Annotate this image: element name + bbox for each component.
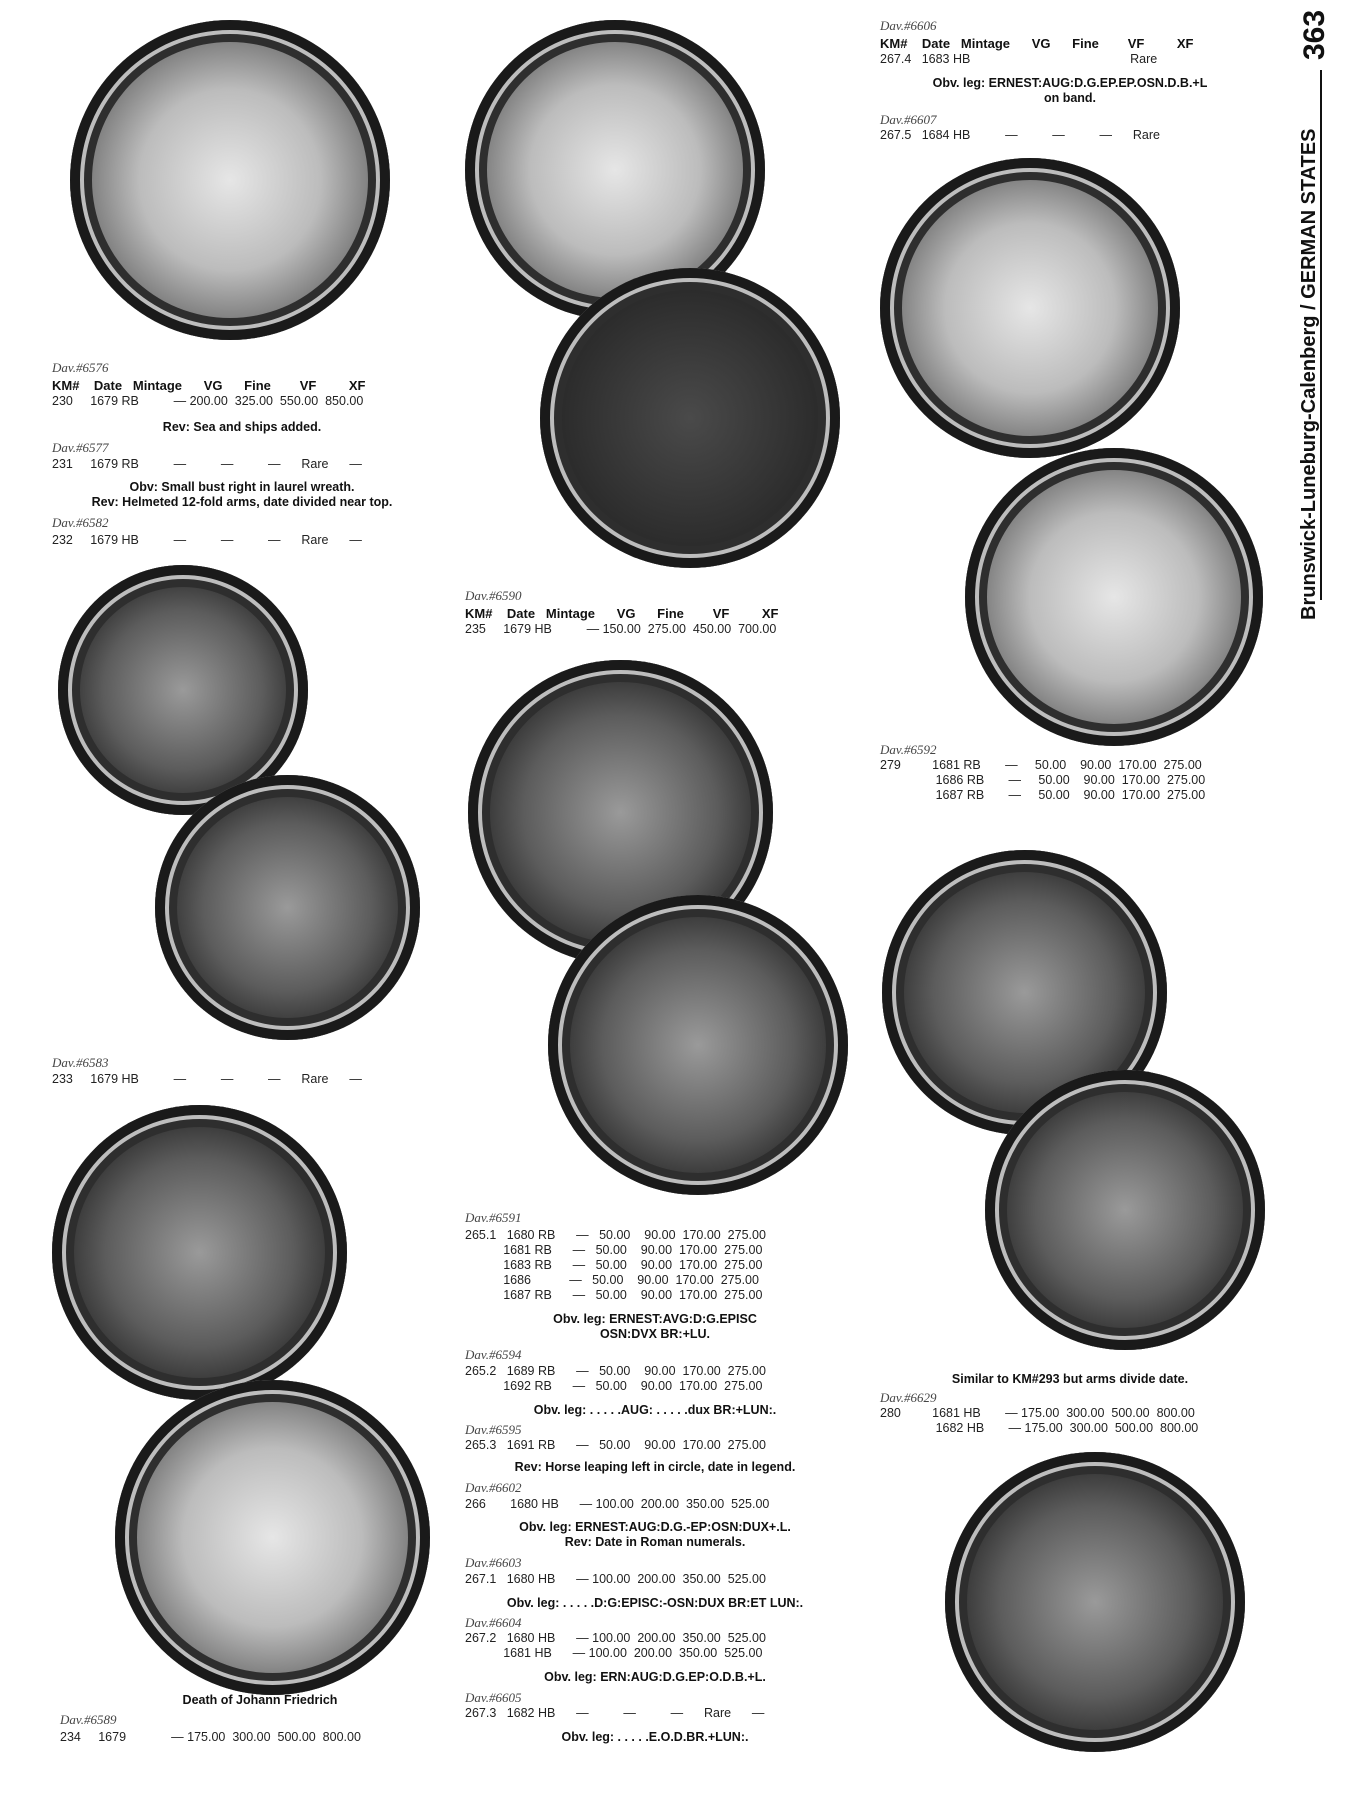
table-row-265-1-e: 1687 RB — 50.00 90.00 170.00 275.00 <box>465 1288 763 1302</box>
table-header: KM# Date Mintage VG Fine VF XF <box>52 378 366 393</box>
dav-6591: Dav.#6591 <box>465 1210 522 1225</box>
dav-6606: Dav.#6606 <box>880 18 937 33</box>
table-row-279-a: 279 1681 RB — 50.00 90.00 170.00 275.00 <box>880 758 1202 772</box>
dav-6595: Dav.#6595 <box>465 1422 522 1437</box>
note-265-1-a: Obv. leg: ERNEST:AVG:D:G.EPISC <box>553 1312 757 1326</box>
dav-6577: Dav.#6577 <box>52 440 109 455</box>
note-230: Rev: Sea and ships added. <box>162 420 322 434</box>
table-row-267-2-b: 1681 HB — 100.00 200.00 350.00 525.00 <box>465 1646 763 1660</box>
coin-image-279-reverse <box>965 448 1263 746</box>
table-row-279-b: 1686 RB — 50.00 90.00 170.00 275.00 <box>880 773 1206 787</box>
note-267-4-b: on band. <box>1043 91 1097 105</box>
table-row-265-1-d: 1686 — 50.00 90.00 170.00 275.00 <box>465 1273 759 1287</box>
table-row-279-c: 1687 RB — 50.00 90.00 170.00 275.00 <box>880 788 1206 802</box>
dav-6582: Dav.#6582 <box>52 515 109 530</box>
note-267-4-a: Obv. leg: ERNEST:AUG:D.G.EP.EP.OSN.D.B.+L <box>932 76 1208 90</box>
table-row-265-3: 265.3 1691 RB — 50.00 90.00 170.00 275.00 <box>465 1438 766 1452</box>
dav-6605: Dav.#6605 <box>465 1690 522 1705</box>
coin-image-265-reverse <box>548 895 848 1195</box>
note-267-1: Obv. leg: . . . . .D:G:EPISC:-OSN:DUX BR:ET LUN:. <box>506 1596 804 1610</box>
table-row-231: 231 1679 RB — — — Rare — <box>52 457 362 471</box>
coin-image-235-reverse <box>540 268 840 568</box>
table-row-265-2-a: 265.2 1689 RB — 50.00 90.00 170.00 275.00 <box>465 1364 766 1378</box>
table-header: KM# Date Mintage VG Fine VF XF <box>465 606 779 621</box>
table-row-230: 230 1679 RB — 200.00 325.00 550.00 850.00 <box>52 394 364 408</box>
note-280-similar: Similar to KM#293 but arms divide date. <box>951 1372 1189 1386</box>
table-header: KM# Date Mintage VG Fine VF XF <box>880 36 1194 51</box>
dav-6583: Dav.#6583 <box>52 1055 109 1070</box>
coin-image-232-reverse <box>155 775 420 1040</box>
note-265-3: Rev: Horse leaping left in circle, date in legend. <box>514 1460 796 1474</box>
dav-6629: Dav.#6629 <box>880 1390 937 1405</box>
table-row-265-1-b: 1681 RB — 50.00 90.00 170.00 275.00 <box>465 1243 763 1257</box>
dav-6590: Dav.#6590 <box>465 588 522 603</box>
table-row-267-4: 267.4 1683 HB Rare <box>880 52 1158 66</box>
table-row-280-a: 280 1681 HB — 175.00 300.00 500.00 800.00 <box>880 1406 1195 1420</box>
table-row-265-1-a: 265.1 1680 RB — 50.00 90.00 170.00 275.00 <box>465 1228 766 1242</box>
note-231-rev: Rev: Helmeted 12-fold arms, date divided near top. <box>91 495 393 509</box>
dav-6594: Dav.#6594 <box>465 1347 522 1362</box>
table-row-232: 232 1679 HB — — — Rare — <box>52 533 362 547</box>
dav-6576: Dav.#6576 <box>52 360 109 375</box>
note-266-rev: Rev: Date in Roman numerals. <box>564 1535 746 1549</box>
coin-image-234-obverse <box>52 1105 347 1400</box>
page-number: 363 <box>1298 9 1331 60</box>
table-row-280-b: 1682 HB — 175.00 300.00 500.00 800.00 <box>880 1421 1199 1435</box>
note-265-2: Obv. leg: . . . . .AUG: . . . . .dux BR:+LUN:. <box>533 1403 777 1417</box>
table-row-267-2-a: 267.2 1680 HB — 100.00 200.00 350.00 525.00 <box>465 1631 766 1645</box>
table-row-233: 233 1679 HB — — — Rare — <box>52 1072 362 1086</box>
table-row-235: 235 1679 HB — 150.00 275.00 450.00 700.00 <box>465 622 777 636</box>
table-row-267-1: 267.1 1680 HB — 100.00 200.00 350.00 525.00 <box>465 1572 766 1586</box>
table-row-267-5: 267.5 1684 HB — — — Rare <box>880 128 1160 142</box>
coin-image-230-reverse <box>70 20 390 340</box>
note-265-1-b: OSN:DVX BR:+LU. <box>599 1327 711 1341</box>
table-row-267-3: 267.3 1682 HB — — — Rare — <box>465 1706 765 1720</box>
table-row-234: 234 1679 — 175.00 300.00 500.00 800.00 <box>60 1730 361 1744</box>
dav-6589: Dav.#6589 <box>60 1712 117 1727</box>
coin-image-279-obverse <box>880 158 1180 458</box>
note-267-2: Obv. leg: ERN:AUG:D.G.EP:O.D.B.+L. <box>544 1670 766 1684</box>
caption-death-johann-friedrich: Death of Johann Friedrich <box>182 1693 338 1707</box>
note-231-obv: Obv: Small bust right in laurel wreath. <box>129 480 355 494</box>
coin-image-234-reverse <box>115 1380 430 1695</box>
table-row-265-1-c: 1683 RB — 50.00 90.00 170.00 275.00 <box>465 1258 763 1272</box>
table-row-265-2-b: 1692 RB — 50.00 90.00 170.00 275.00 <box>465 1379 763 1393</box>
coin-image-280-reverse <box>985 1070 1265 1350</box>
dav-6603: Dav.#6603 <box>465 1555 522 1570</box>
dav-6602: Dav.#6602 <box>465 1480 522 1495</box>
table-row-266: 266 1680 HB — 100.00 200.00 350.00 525.00 <box>465 1497 770 1511</box>
dav-6592: Dav.#6592 <box>880 742 937 757</box>
coin-image-281-obverse <box>945 1452 1245 1752</box>
note-267-3: Obv. leg: . . . . .E.O.D.BR.+LUN:. <box>561 1730 749 1744</box>
running-head: Brunswick-Luneburg-Calenberg / GERMAN STATES <box>1298 128 1320 620</box>
dav-6604: Dav.#6604 <box>465 1615 522 1630</box>
dav-6607: Dav.#6607 <box>880 112 937 127</box>
note-266-obv: Obv. leg: ERNEST:AUG:D.G.-EP:OSN:DUX+.L. <box>519 1520 791 1534</box>
